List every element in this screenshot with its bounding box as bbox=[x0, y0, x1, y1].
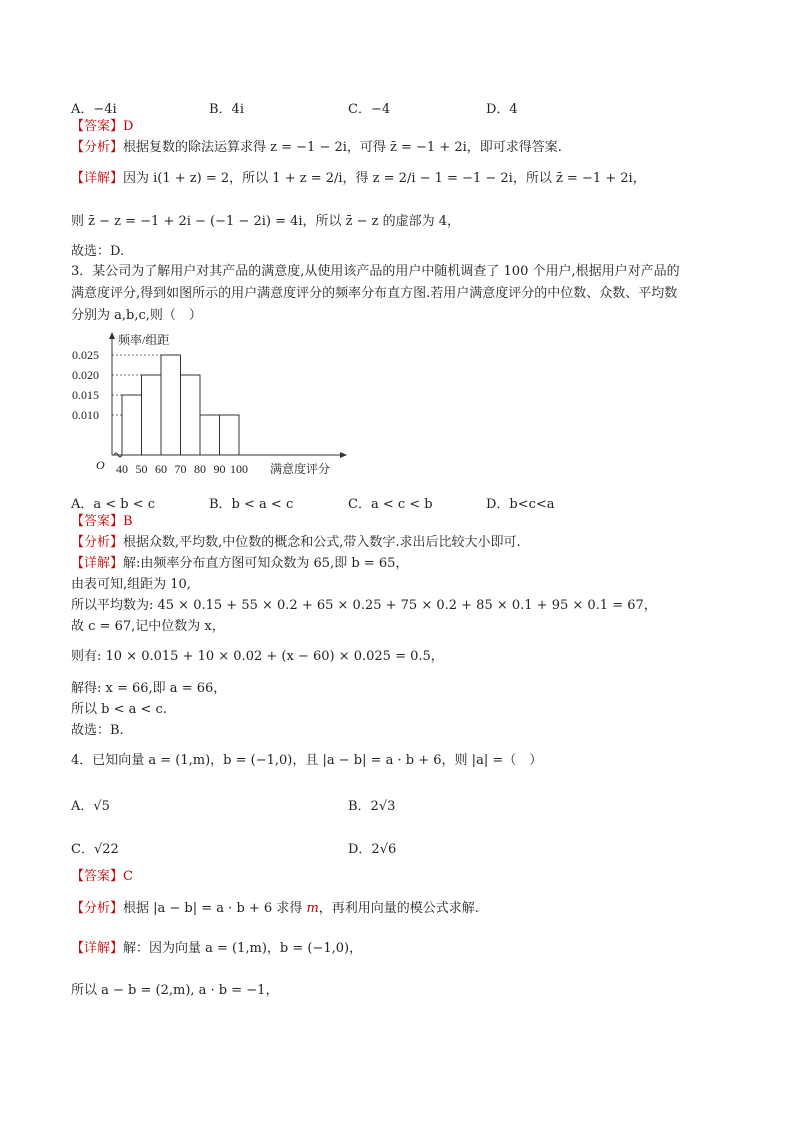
q4-answer: C bbox=[123, 869, 133, 884]
answer-tag: 【答案】 bbox=[71, 514, 124, 529]
q3-analysis: 根据众数,平均数,中位数的概念和公式,带入数字.求出后比较大小即可. bbox=[123, 535, 521, 550]
analysis-tag: 【分析】 bbox=[71, 901, 124, 916]
y-tick-label: 0.025 bbox=[72, 348, 99, 362]
y-tick-label: 0.010 bbox=[72, 408, 99, 422]
q3-answer-line bbox=[71, 513, 133, 531]
analysis-tag: 【分析】 bbox=[71, 140, 124, 155]
q4-detail-line bbox=[71, 940, 362, 958]
x-tick-label: 90 bbox=[213, 462, 226, 476]
q3-detail-0: 解:由频率分布直方图可知众数为 65,即 b = 65， bbox=[123, 556, 409, 571]
q4-analysis-post: ，再利用向量的模公式求解. bbox=[318, 901, 479, 916]
y-axis-arrow bbox=[109, 332, 115, 339]
answer-tag: 【答案】 bbox=[71, 119, 124, 134]
histogram-bar bbox=[122, 395, 142, 455]
q4-detail: 解：因为向量 a = (1,m)，b = (−1,0)， bbox=[123, 941, 363, 956]
q3-detail-7: 故选：B. bbox=[71, 723, 124, 738]
q2-option-b: B．4i bbox=[209, 102, 244, 117]
q3-detail-1: 由表可知,组距为 10, bbox=[71, 577, 191, 592]
y-axis-label: 频率/组距 bbox=[118, 333, 170, 347]
y-tick-label: 0.020 bbox=[72, 368, 99, 382]
q2-answer: D bbox=[123, 119, 134, 134]
q2-detail-line bbox=[71, 170, 646, 188]
q2-option-d: D．4 bbox=[486, 102, 518, 117]
q3-detail-5: 解得: x = 66,即 a = 66， bbox=[71, 681, 227, 696]
histogram-bar bbox=[142, 375, 162, 455]
x-tick-label: 50 bbox=[135, 462, 148, 476]
q2-detail: 因为 i(1 + z) = 2，所以 1 + z = 2/i，得 z = 2/i − 1 = −1 − 2i，所以 z̄ = −1 + 2i， bbox=[123, 171, 646, 186]
x-axis-arrow bbox=[340, 452, 347, 458]
detail-tag: 【详解】 bbox=[71, 171, 124, 186]
q3-stem-2: 满意度评分,得到如图所示的用户满意度评分的频率分布直方图.若用户满意度评分的中位数、众数、平均数 bbox=[71, 286, 678, 301]
q3-option-b: B．b < a < c bbox=[209, 497, 294, 512]
x-tick-label: 70 bbox=[174, 462, 187, 476]
q3-detail-line bbox=[71, 555, 408, 573]
y-tick-label: 0.015 bbox=[72, 388, 99, 402]
histogram-bar bbox=[200, 415, 220, 455]
x-tick-label: 80 bbox=[194, 462, 206, 476]
answer-tag: 【答案】 bbox=[71, 869, 124, 884]
x-tick-label: 60 bbox=[155, 462, 167, 476]
detail-tag: 【详解】 bbox=[71, 941, 124, 956]
q3-detail-2: 所以平均数为: 45 × 0.15 + 55 × 0.2 + 65 × 0.25 + 75 × 0.2 + 85 × 0.1 + 95 × 0.1 = 67， bbox=[71, 598, 657, 613]
q4-answer-line bbox=[71, 868, 133, 886]
q2-choose: 故选：D. bbox=[71, 244, 125, 259]
q3-option-a: A．a < b < c bbox=[71, 497, 156, 512]
histogram-bar bbox=[181, 375, 201, 455]
detail-tag: 【详解】 bbox=[71, 556, 124, 571]
q2-option-a: A．−4i bbox=[71, 102, 117, 117]
q4-option-c: C．√22 bbox=[71, 842, 119, 857]
q4-option-a: A．√5 bbox=[71, 799, 110, 814]
q2-option-c: C．−4 bbox=[348, 102, 391, 117]
q3-detail-6: 所以 b < a < c. bbox=[71, 702, 167, 717]
q4-analysis-var: m bbox=[306, 901, 319, 916]
q3-option-c: C．a < c < b bbox=[348, 497, 433, 512]
q2-answer-line bbox=[71, 118, 133, 136]
q4-analysis-line bbox=[71, 900, 479, 918]
x-tick-label: 100 bbox=[230, 462, 248, 476]
x-tick-label: 40 bbox=[116, 462, 128, 476]
q3-detail-4: 则有: 10 × 0.015 + 10 × 0.02 + (x − 60) × 0.025 = 0.5， bbox=[71, 649, 444, 664]
q3-answer: B bbox=[123, 514, 133, 529]
origin-label: O bbox=[96, 458, 105, 472]
q2-analysis-line bbox=[71, 139, 562, 157]
q3-analysis-line bbox=[71, 534, 521, 552]
q3-detail-3: 故 c = 67,记中位数为 x， bbox=[71, 619, 225, 634]
q3-stem-3: 分别为 a,b,c,则（ ） bbox=[71, 308, 202, 323]
q2-detail-2: 则 z̄ − z = −1 + 2i − (−1 − 2i) = 4i，所以 z̄ − z 的虚部为 4， bbox=[71, 214, 461, 229]
analysis-tag: 【分析】 bbox=[71, 535, 124, 550]
q3-stem-1: 3．某公司为了解用户对其产品的满意度,从使用该产品的用户中随机调查了 100 个用户,根据用户对产品的 bbox=[71, 264, 680, 279]
q4-detail-2: 所以 a − b = (2,m), a · b = −1， bbox=[71, 983, 279, 998]
q4-option-d: D．2√6 bbox=[348, 842, 397, 857]
q2-analysis: 根据复数的除法运算求得 z = −1 − 2i，可得 z̄ = −1 + 2i，即可求得答案. bbox=[123, 140, 562, 155]
histogram-bar bbox=[161, 355, 181, 455]
q3-option-d: D．b<c<a bbox=[486, 497, 555, 512]
x-axis-label: 满意度评分 bbox=[270, 462, 331, 476]
q4-stem: 4．已知向量 a = (1,m)，b = (−1,0)，且 |a − b| = a · b + 6，则 |a| =（ ） bbox=[71, 753, 543, 768]
histogram-bar bbox=[220, 415, 240, 455]
q4-option-b: B．2√3 bbox=[348, 799, 396, 814]
q4-analysis-pre: 根据 |a − b| = a · b + 6 求得 bbox=[123, 901, 307, 916]
frequency-histogram bbox=[70, 330, 360, 480]
